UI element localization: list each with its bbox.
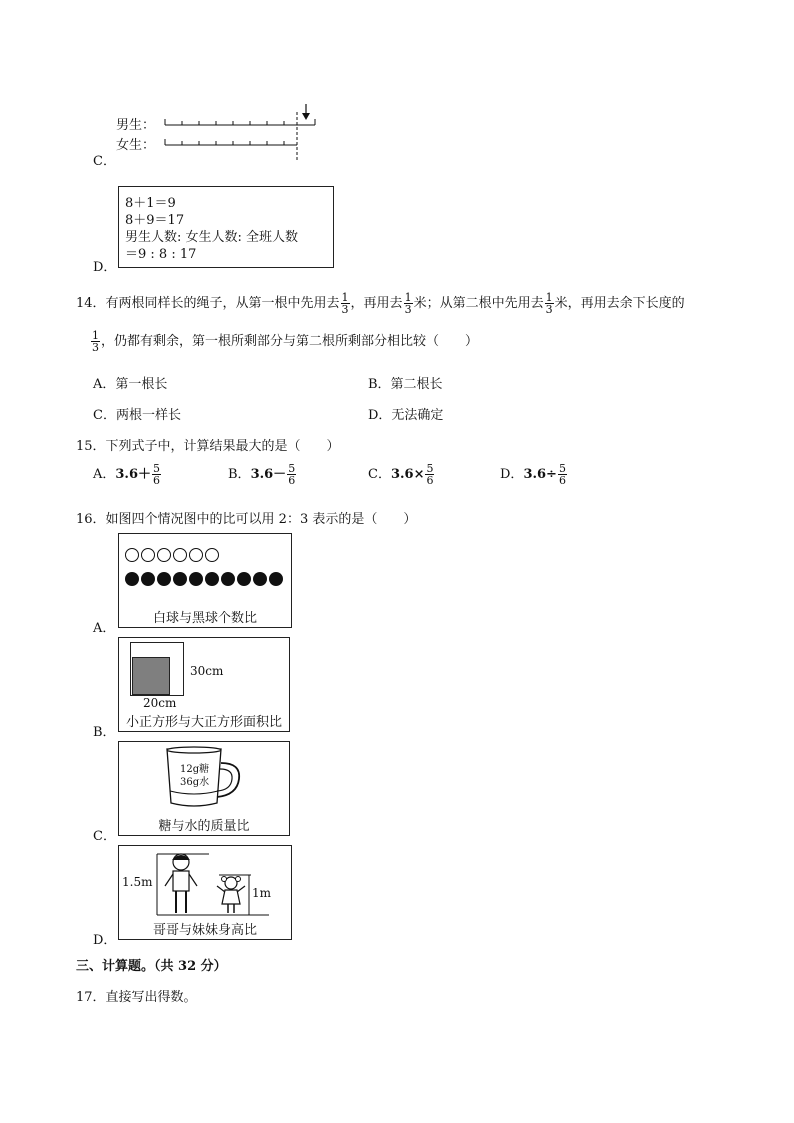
section-3-title: 三、计算题。（共 32 分）: [76, 959, 227, 974]
fraction-one-third: $\frac{1}{3}$: [404, 291, 412, 316]
q16-option-d-letter: D．: [93, 933, 117, 948]
girls-label: 女生：: [116, 138, 156, 153]
black-ball: [221, 572, 235, 586]
q16-option-c-box: [118, 741, 290, 836]
black-ball: [237, 572, 251, 586]
option-d-line-2: 8＋9＝17: [125, 213, 185, 228]
black-ball: [253, 572, 267, 586]
white-ball: [173, 548, 187, 562]
sugar-label: 12g糖: [180, 764, 210, 775]
boy-height-label: 1.5m: [122, 875, 153, 889]
option-d-line-3: 男生人数: 女生人数: 全班人数: [125, 230, 299, 245]
q14-text-line2: ，仍都有剩余，第一根所剩部分与第二根所剩部分相比较（ ）: [101, 334, 479, 349]
black-ball: [189, 572, 203, 586]
q15-option-c: C．3.6× $\frac{5}{6}$: [368, 462, 434, 487]
q14-option-b: B．第二根长: [368, 377, 443, 392]
girl-height-label: 1m: [252, 886, 272, 900]
fraction-five-sixths: $\frac{5}{6}$: [558, 462, 566, 487]
q16-option-b-box: [118, 637, 290, 732]
white-balls-row: [125, 547, 221, 562]
option-a-caption: 白球与黑球个数比: [152, 611, 257, 626]
side-label-30cm: 30cm: [190, 664, 224, 678]
black-ball: [173, 572, 187, 586]
option-d-caption: 哥哥与妹妹身高比: [152, 923, 257, 938]
q16-stem: 16．如图四个情况图中的比可以用 2：3 表示的是（ ）: [76, 512, 417, 527]
q14-option-d: D．无法确定: [368, 408, 444, 423]
black-ball: [141, 572, 155, 586]
fraction-five-sixths: $\frac{5}{6}$: [288, 462, 296, 487]
white-ball: [205, 548, 219, 562]
q15-option-d: D．3.6÷ $\frac{5}{6}$: [500, 462, 566, 487]
fraction-five-sixths: $\frac{5}{6}$: [426, 462, 434, 487]
black-ball: [269, 572, 283, 586]
black-ball: [157, 572, 171, 586]
side-label-20cm: 20cm: [143, 696, 177, 710]
q15-stem: 15．下列式子中，计算结果最大的是（ ）: [76, 439, 340, 454]
option-d-letter: D．: [93, 260, 117, 275]
option-d-line-1: 8＋1＝9: [125, 196, 176, 211]
q16-option-b-letter: B．: [93, 725, 116, 740]
q14-text-b: ，再用去: [350, 296, 403, 311]
white-ball: [189, 548, 203, 562]
q15-option-a: A．3.6＋ $\frac{5}{6}$: [93, 462, 161, 487]
q16-option-a-letter: A．: [93, 621, 116, 636]
white-ball: [125, 548, 139, 562]
q14-text-a: 14．有两根同样长的绳子，从第一根中先用去: [76, 296, 340, 311]
white-ball: [157, 548, 171, 562]
q14-text-c: 米；从第二根中先用去: [413, 296, 544, 311]
fraction-one-third: $\frac{1}{3}$: [341, 291, 349, 316]
option-d-line-4: ＝9 : 8 : 17: [125, 247, 197, 262]
q16-option-a-box: [118, 533, 292, 628]
water-label: 36g水: [180, 777, 210, 788]
q16-option-d-box: [118, 845, 292, 940]
option-c-caption: 糖与水的质量比: [158, 819, 250, 834]
fraction-one-third: $\frac{1}{3}$: [545, 291, 553, 316]
black-ball: [125, 572, 139, 586]
q14-option-a: A．第一根长: [93, 377, 168, 392]
q15-option-b: B．3.6－ $\frac{5}{6}$: [228, 462, 296, 487]
boys-label: 男生：: [116, 118, 156, 133]
q14-line-2: [90, 330, 478, 353]
q14-line-1: [76, 292, 685, 315]
option-b-caption: 小正方形与大正方形面积比: [125, 715, 282, 730]
small-square: [132, 657, 170, 695]
q16-option-c-letter: C．: [93, 829, 116, 844]
q14-option-c: C．两根一样长: [93, 408, 181, 423]
q17-stem: 17．直接写出得数。: [76, 990, 197, 1005]
q14-text-d: 米，再用去余下长度的: [554, 296, 685, 311]
fraction-one-third: $\frac{1}{3}$: [92, 329, 99, 354]
black-ball: [205, 572, 219, 586]
q13-option-d-box: [118, 186, 334, 268]
white-ball: [141, 548, 155, 562]
black-balls-row: [125, 571, 285, 586]
option-c-letter: C．: [93, 154, 116, 169]
fraction-five-sixths: $\frac{5}{6}$: [153, 462, 161, 487]
